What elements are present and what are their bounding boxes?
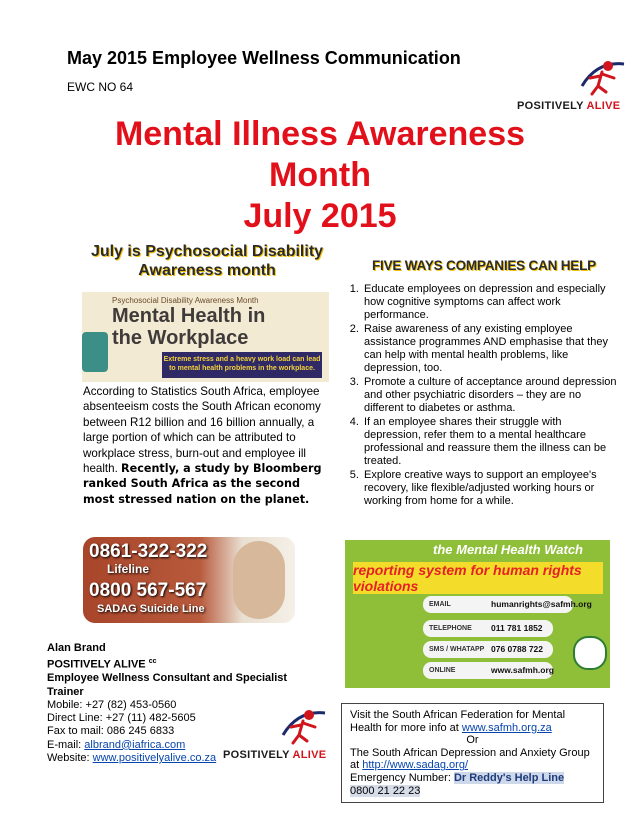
resources-box: Visit the South African Federation for Mental Health for more info at www.safmh.org.za Or The South African Depression and Anxiety Group at http://www.sadag.org/ Emergency Number: Dr Reddy's Help Line 0800 21 22 23 <box>341 703 604 803</box>
list-item: 2. Raise awareness of any existing employee assistance programmes AND emphasise that they can help with mental health problems, like depression, too. <box>362 323 620 375</box>
contact-details: Alan Brand POSITIVELY ALIVE $^{cc}$ Employee Wellness Consultant and Specialist Trainer Mobile: +27 (82) 453-0560 Direct Line: +27 (11) 482-5605 Fax to mail: 086 245 6833 E-mail: albrand@iafrica.com Website: www.positivelyalive.co.za <box>47 642 288 765</box>
five-ways-heading: FIVE WAYS COMPANIES CAN HELP <box>372 258 596 273</box>
safmh-link[interactable]: www.safmh.org.za <box>461 721 552 734</box>
runner-icon <box>273 705 333 745</box>
five-ways-list <box>345 283 620 509</box>
positively-alive-logo <box>517 60 627 112</box>
workplace-banner-image: Psychosocial Disability Awareness Month Mental Health in the Workplace Extreme stress and a heavy work load can lead to mental health problems in the workplace. <box>82 292 329 382</box>
list-item: 3. Promote a culture of acceptance around depression and other psychiatric disorders – they are no different to diabetes or asthma. <box>362 376 620 415</box>
mhw-email-row: EMAIL humanrights@safmh.org <box>423 596 573 613</box>
runner-icon <box>572 56 632 96</box>
safmh-logo-icon <box>573 636 607 670</box>
sadag-link[interactable]: http://www.sadag.org/ <box>362 759 469 772</box>
helpline-name: Dr Reddy's Help Line <box>453 771 565 784</box>
website-link[interactable]: www.positivelyalive.co.za <box>92 752 217 765</box>
list-item: 5. Explore creative ways to support an employee's recovery, like flexible/adjusted working hours or working from home for a while. <box>362 469 620 508</box>
helpline-number: 0800 21 22 23 <box>350 784 421 797</box>
mhw-sms-row: SMS / WHATAPP 076 0788 722 <box>423 641 553 658</box>
lifeline-image: 0861-322-322 Lifeline 0800 567-567 SADAG Suicide Line <box>83 537 295 623</box>
positively-alive-logo-footer <box>223 705 338 761</box>
stats-paragraph: According to Statistics South Africa, employee absenteeism costs the South African economy between R12 billion and 16 billion annually, a large portion of which can be attributed to workplace stress, burn-out and employee ill health. Recently, a study by Bloomberg ranked South Africa as the second most stressed nation on the planet. <box>83 385 322 506</box>
ewc-number: EWC NO 64 <box>67 80 134 94</box>
distressed-person-icon <box>233 541 285 619</box>
main-title: Mental Illness Awareness Month July 2015 <box>114 115 526 235</box>
logo-text: POSITIVELY ALIVE <box>223 749 327 761</box>
calculator-icon <box>82 332 108 372</box>
mhw-telephone-row: TELEPHONE 011 781 1852 <box>423 620 553 637</box>
psychosocial-heading: July is Psychosocial Disability Awareness month <box>90 243 324 279</box>
email-link[interactable]: albrand@iafrica.com <box>84 738 186 751</box>
list-item: 1. Educate employees on depression and especially how cognitive symptoms can affect work performance. <box>362 283 620 322</box>
list-item: 4. If an employee shares their struggle with depression, refer them to a mental healthcare professional and reassure them the illness can be treated. <box>362 416 620 468</box>
logo-text: POSITIVELY ALIVE <box>517 100 621 112</box>
newsletter-title: May 2015 Employee Wellness Communication <box>67 48 461 68</box>
mhw-online-row: ONLINE www.safmh.org <box>423 662 553 679</box>
mental-health-watch-image: the Mental Health Watch reporting system for human rights violations EMAIL humanrights@safmh.org TELEPHONE 011 781 1852 SMS / WHATAPP 076 0788 722 ONLINE www.safmh.org <box>345 540 610 688</box>
